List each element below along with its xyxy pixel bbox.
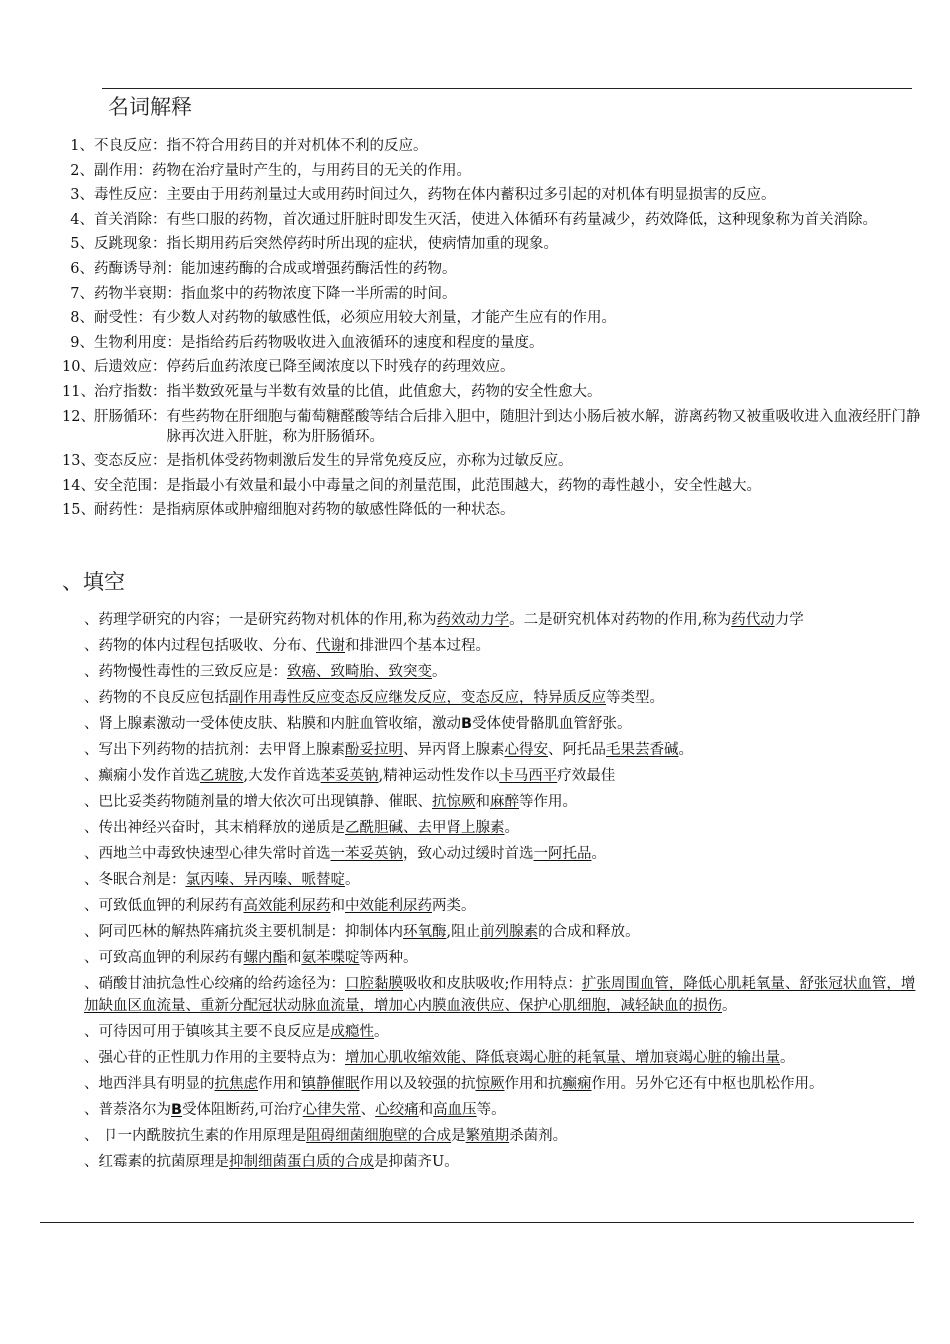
question-text: 两类。 xyxy=(432,898,476,914)
definition-text: 指长期用药后突然停药时所出现的症状，使病情加重的现象。 xyxy=(166,236,558,253)
item-number: 14、 xyxy=(62,477,95,494)
question-text: 、可致高血钾的利尿药有 xyxy=(84,950,244,966)
question-text: 、异丙肾上腺素 xyxy=(403,742,505,758)
question-text: 。 xyxy=(678,742,693,758)
item-number: 12、 xyxy=(62,408,95,425)
item-number: 11、 xyxy=(62,383,95,400)
question-text: 、写出下列药物的拮抗剂：去甲肾上腺素 xyxy=(84,742,345,758)
question-text: 。 xyxy=(432,664,447,680)
answer-text: 氯丙嗪、异丙嗪、哌替啶 xyxy=(185,872,345,888)
question-text: 和 xyxy=(330,898,345,914)
definition-text: 有少数人对药物的敏感性低，必须应用较大剂量，才能产生应有的作用。 xyxy=(152,310,616,327)
definition-term: 变态反应： xyxy=(94,453,167,470)
definition-text: 有些药物在肝细胞与葡萄糖醛酸等结合后排入胆中，随胆汁到达小肠后被水解，游离药物又被重吸收进入血液经肝门静脉再次进入肝脏，称为肝肠循环。 xyxy=(166,408,921,445)
question-text: 、巴比妥类药物随剂量的增大依次可出现镇静、催眠、 xyxy=(84,794,432,810)
question-text: 吸收和皮肤吸收;作用特点： xyxy=(403,976,582,992)
answer-text: 高血压 xyxy=(433,1102,477,1118)
question-text: 、药物的体内过程包括吸收、分布、 xyxy=(84,638,316,654)
definition-item xyxy=(62,500,922,520)
question-text: 疗效最佳 xyxy=(557,768,616,784)
fill-blank-item xyxy=(84,817,918,839)
question-text: 和排泄四个基本过程。 xyxy=(345,638,490,654)
question-text: 。二是研究机体对药物的作用,称为 xyxy=(509,612,732,628)
item-number: 1、 xyxy=(70,138,94,154)
fill-blank-item xyxy=(84,635,918,657)
answer-text: 乙酰胆碱、去甲肾上腺素 xyxy=(345,820,505,836)
question-text: 杀菌剂。 xyxy=(509,1128,568,1144)
question-text: 是抑菌齐U。 xyxy=(374,1154,459,1170)
answer-text: 螺内酯 xyxy=(243,950,287,966)
question-text: 、西地兰中毒致快速型心律失常时首选 xyxy=(84,846,331,862)
answer-text: 扩张周围血管，降低心肌耗氧量、舒张冠状血管，增加缺血区血流量、重新分配冠状动脉血流量，增加心内膜血液供应、保护心肌细胞，减轻缺血的损伤 xyxy=(84,976,916,1014)
answer-text: 繁殖期 xyxy=(465,1128,510,1144)
definition-text: 停药后血药浓度已降至阈浓度以下时残存的药理效应。 xyxy=(166,359,515,376)
question-text: 等两种。 xyxy=(359,950,418,966)
fill-blank-item xyxy=(84,765,918,787)
definition-text: 是指机体受药物刺激后发生的异常免疫反应，亦称为过敏反应。 xyxy=(166,453,573,470)
question-text: 、硝酸甘油抗急性心绞痛的给药途径为： xyxy=(84,976,345,992)
definition-term: 副作用： xyxy=(94,162,152,179)
definition-item xyxy=(62,476,922,496)
item-number: 15、 xyxy=(62,502,95,519)
definition-item xyxy=(62,333,922,353)
answer-text: 氨苯喋啶 xyxy=(301,950,360,966)
answer-text: 心得安 xyxy=(504,742,548,758)
answer-text: 致癌、致畸胎、致突变 xyxy=(287,664,432,680)
question-text: 是 xyxy=(451,1128,466,1144)
answer-text: 药代动 xyxy=(731,612,775,628)
fill-blank-item xyxy=(84,895,918,917)
fill-blank-item xyxy=(84,713,918,735)
question-text: 受体使骨骼肌血管舒张。 xyxy=(472,716,632,732)
question-text: 。 xyxy=(591,846,606,862)
answer-text: 抑制细菌蛋白质的合成 xyxy=(229,1154,374,1170)
definition-item xyxy=(62,136,922,156)
fill-blank-item xyxy=(84,1047,918,1069)
question-text: 等作用。 xyxy=(519,794,577,810)
question-text: 作用和 xyxy=(258,1076,302,1092)
bottom-rule xyxy=(40,1222,914,1223)
question-text: 。 xyxy=(504,820,519,836)
answer-text: 抗焦虑 xyxy=(214,1076,258,1092)
question-text: ,精神运动性发作以 xyxy=(378,768,500,784)
answer-text: 成瘾性 xyxy=(330,1024,374,1040)
question-text: 、 卩一内酰胺抗生素的作用原理是 xyxy=(84,1128,307,1144)
answer-text: 酚妥拉明 xyxy=(345,742,403,758)
answer-text: 一苯妥英钠 xyxy=(330,846,403,862)
question-text: 、药理学研究的内容；一是研究药物对机体的作用,称为 xyxy=(84,612,437,628)
fill-blank-item xyxy=(84,921,918,943)
definition-item xyxy=(62,308,922,328)
definition-text: 药物在治疗量时产生的，与用药目的无关的作用。 xyxy=(152,162,471,179)
question-text: 、可致低血钾的利尿药有 xyxy=(84,898,244,914)
question-text: 作用和抗 xyxy=(504,1076,563,1092)
answer-text: 麻醉 xyxy=(490,794,519,810)
question-text: 和 xyxy=(418,1102,434,1118)
answer-text: 前列腺素 xyxy=(480,924,539,940)
item-number: 4、 xyxy=(70,211,94,228)
question-text: 的合成和释放。 xyxy=(538,924,640,940)
answer-text: 阻碍细菌细胞壁的合成 xyxy=(306,1128,452,1144)
definition-item xyxy=(62,451,922,471)
bold-symbol: B xyxy=(461,716,473,732)
question-text: 作用。另外它还有中枢也肌松作用。 xyxy=(591,1076,824,1092)
definition-item xyxy=(62,234,922,254)
top-rule xyxy=(102,88,912,89)
item-number: 10、 xyxy=(62,359,95,376)
question-text: 、传出神经兴奋时，其末梢释放的递质是 xyxy=(84,820,345,836)
question-text: 。 xyxy=(780,1050,795,1066)
question-text: 、药物慢性毒性的三致反应是： xyxy=(84,664,287,680)
definition-term: 反跳现象： xyxy=(94,236,167,253)
fill-blank-item xyxy=(84,973,918,1017)
item-number: 7、 xyxy=(70,285,94,302)
question-text: 作用以及较强的抗 xyxy=(359,1076,476,1092)
fill-blank-item xyxy=(84,791,918,813)
definition-text: 指半数致死量与半数有效量的比值，此值愈大，药物的安全性愈大。 xyxy=(166,383,602,400)
fill-blank-item xyxy=(84,1151,918,1173)
fill-blank-item xyxy=(84,1125,918,1147)
answer-text: 抗惊厥 xyxy=(432,794,476,810)
definition-item xyxy=(62,185,922,205)
fill-blank-item xyxy=(84,609,918,631)
question-text: 、药物的不良反应包括 xyxy=(84,690,229,706)
item-number: 2、 xyxy=(70,162,94,179)
answer-text: 代谢 xyxy=(316,638,345,654)
item-number: 13、 xyxy=(62,453,95,470)
question-text: 。 xyxy=(374,1024,389,1040)
question-text: 和 xyxy=(475,794,490,810)
definition-item xyxy=(62,407,922,447)
answer-text: 毛果芸香碱 xyxy=(606,742,679,758)
question-text: 受体阻断药,可治疗 xyxy=(182,1102,303,1118)
definition-term: 耐药性： xyxy=(94,502,152,519)
question-text: 。 xyxy=(722,998,737,1014)
definition-text: 指不符合用药目的并对机体不利的反应。 xyxy=(166,138,428,154)
answer-text: 镇静催眠 xyxy=(301,1076,360,1092)
bold-symbol: B xyxy=(171,1102,183,1118)
definition-text: 是指给药后药物吸收进入血液循环的速度和程度的量度。 xyxy=(181,334,544,351)
answer-text: 高效能利尿药 xyxy=(243,898,331,914)
fill-blank-item xyxy=(84,1099,918,1121)
question-text: ,阻止 xyxy=(446,924,481,940)
definition-term: 药酶诱导剂： xyxy=(94,260,181,277)
definition-term: 毒性反应： xyxy=(94,187,167,204)
definition-term: 治疗指数： xyxy=(94,383,167,400)
answer-text: 口腔黏膜 xyxy=(345,976,403,992)
definitions-list xyxy=(62,136,922,525)
answer-text: 药效动力学 xyxy=(436,612,510,628)
definition-term: 后遗效应： xyxy=(94,359,167,376)
answer-text: 副作用毒性反应变态反应继发反应，变态反应，特异质反应 xyxy=(229,690,606,706)
fill-blank-item xyxy=(84,869,918,891)
definition-item xyxy=(62,382,922,402)
definition-text: 有些口服的药物，首次通过肝脏时即发生灭活，使进入体循环有药量减少，药效降低，这种现象称为首关消除。 xyxy=(166,211,877,228)
question-text: 、强心苷的正性肌力作用的主要特点为： xyxy=(84,1050,345,1066)
answer-text: 苯妥英钠 xyxy=(320,768,379,784)
definition-term: 耐受性： xyxy=(94,310,152,327)
item-number: 9、 xyxy=(70,334,94,351)
definition-term: 安全范围： xyxy=(94,477,167,494)
definition-item xyxy=(62,284,922,304)
definition-text: 是指最小有效量和最小中毒量之间的剂量范围，此范围越大，药物的毒性越小，安全性越大。 xyxy=(166,477,761,494)
answer-text: 中效能利尿药 xyxy=(345,898,432,914)
definition-term: 首关消除： xyxy=(94,211,167,228)
fill-blank-item xyxy=(84,1021,918,1043)
item-number: 6、 xyxy=(70,260,94,277)
definition-text: 主要由于用药剂量过大或用药时间过久，药物在体内蓄积过多引起的对机体有明显损害的反应。 xyxy=(166,187,776,204)
question-text: 等类型。 xyxy=(606,690,664,706)
question-text: 、地西泮具有明显的 xyxy=(84,1076,215,1092)
question-text xyxy=(461,716,472,732)
answer-text: 环氧酶 xyxy=(403,924,447,940)
definition-text: 是指病原体或肿瘤细胞对药物的敏感性降低的一种状态。 xyxy=(152,502,515,519)
question-text: 、冬眠合剂是： xyxy=(84,872,186,888)
definition-item xyxy=(62,259,922,279)
question-text: 、 xyxy=(360,1102,376,1118)
fill-blank-item xyxy=(84,1073,918,1095)
question-text: ,大发作首选 xyxy=(243,768,321,784)
question-text: 、阿托品 xyxy=(548,742,606,758)
fill-blank-item xyxy=(84,947,918,969)
definition-text: 能加速药酶的合成或增强药酶活性的药物。 xyxy=(181,260,457,277)
definition-item xyxy=(62,161,922,181)
item-number: 5、 xyxy=(70,236,94,253)
definition-term: 药物半衰期： xyxy=(94,285,181,302)
question-text: 、红霉素的抗菌原理是 xyxy=(84,1154,229,1170)
section-title-fill-blanks: 、填空 xyxy=(62,570,125,594)
definition-text: 指血浆中的药物浓度下降一半所需的时间。 xyxy=(181,285,457,302)
question-text: 力学 xyxy=(774,612,804,628)
fill-blanks-list xyxy=(84,609,918,1177)
definition-term: 生物利用度： xyxy=(94,334,181,351)
answer-text: 一阿托品 xyxy=(533,846,592,862)
answer-text: 乙琥胺 xyxy=(200,768,244,784)
question-text: 、可待因可用于镇咳其主要不良反应是 xyxy=(84,1024,331,1040)
fill-blank-item xyxy=(84,843,918,865)
fill-blank-item xyxy=(84,739,918,761)
question-text: 、普萘洛尔为 xyxy=(84,1102,171,1118)
definition-term: 不良反应： xyxy=(94,138,167,154)
question-text: 、肾上腺素激动一受体使皮肤、粘膜和内脏血管收缩，激动 xyxy=(84,716,461,732)
item-number: 3、 xyxy=(70,187,94,204)
definition-item xyxy=(62,357,922,377)
question-text: 和 xyxy=(287,950,302,966)
answer-text: 心绞痛 xyxy=(375,1102,419,1118)
answer-text: 卡马西平 xyxy=(499,768,558,784)
answer-text: 心律失常 xyxy=(302,1102,361,1118)
answer-text: 增加心肌收缩效能、降低衰竭心脏的耗氧量、增加衰竭心脏的输出量 xyxy=(345,1050,780,1066)
answer-text: 癫痫 xyxy=(562,1076,592,1092)
section-title-definitions: 名词解释 xyxy=(108,95,192,119)
question-text: 、阿司匹林的解热阵痛抗炎主要机制是：抑制体内 xyxy=(84,924,403,940)
fill-blank-item xyxy=(84,687,918,709)
question-text: 等。 xyxy=(476,1102,506,1118)
question-text: 、癫痫小发作首选 xyxy=(84,768,200,784)
question-text: 。 xyxy=(345,872,360,888)
definition-item xyxy=(62,210,922,230)
definition-term: 肝肠循环： xyxy=(94,408,167,425)
question-text: ，致心动过缓时首选 xyxy=(403,846,534,862)
item-number: 8、 xyxy=(70,310,94,327)
answer-text: 惊厥 xyxy=(475,1076,505,1092)
answer-text xyxy=(171,1102,182,1118)
fill-blank-item xyxy=(84,661,918,683)
